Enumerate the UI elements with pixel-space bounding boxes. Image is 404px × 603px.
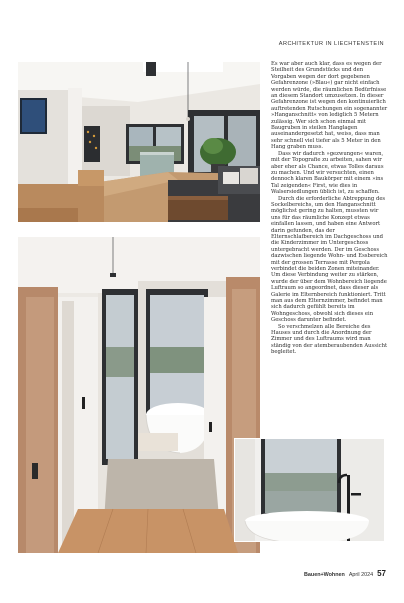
magazine-name: Bauen+Wohnen: [304, 572, 345, 578]
bathtub-illustration: [235, 439, 385, 542]
article-paragraph: So verschmelzen alle Bereiche des Hauses und durch die Anordnung der Zimmer und des Luftraums wird man ständig von der atemberaubenden Aussicht begleitet.: [271, 323, 388, 356]
page-footer: [304, 569, 386, 578]
article-paragraph: Dass wir dadurch »gezwungen« waren, mit der Topografie zu arbeiten, sahen wir aber eher als Chance, etwas Tolles daraus zu machen. Und wir versuchten, einen dennoch klaren Baukörper mit einem »ins Tal zeigenden« First, wie dies in Walsersiedlungen üblich ist, zu schaffen.: [271, 150, 384, 196]
issue-date: April 2024: [348, 572, 374, 578]
page-number: 57: [377, 569, 386, 578]
article-paragraph: Durch die erforderliche Abtreppung des Sockelbereichs, um den Hanganschnitt möglichst gering zu halten, mussten wir uns für das räumliche Konzept etwas einfallen lassen, und haben eine Antwort darin gefunden, das der Elternschlafbereich im Dachgeschoss und die Kinderzimmer im Untergeschoss untergebracht werden. Der im Geschoss dazwischen liegende Wohn- und Essbereich mit der grossen Terrasse mit Pergola verbindet die beiden Zonen miteinander. Um diese Verbindung weiter zu stärken, wurde der über dem Wohnbereich liegende Luftraum so angeordnet, dass dieser als Galerie im Elternbereich funktioniert. Tritt man aus dem Elternzimmer, befindet man sich dadurch gefühlt bereits im Wohngeschoss, obwohl sich dieses ein Geschoss darunter befindet.: [271, 195, 388, 324]
photo-living-room: [18, 62, 260, 222]
photo-bathtub-detail: [234, 438, 385, 542]
living-room-illustration: [18, 62, 260, 222]
section-header: ARCHITEKTUR IN LIECHTENSTEIN: [278, 41, 384, 47]
article-paragraph: Es war aber auch klar, dass es wegen der Steilheit des Grundstücks und den Vorgaben wegen der dort gegebenen Gefahrenzone (»Blau«) gar nicht einfach werden würde, die räumlichen Bedürfnisse an diesem Standort umzusetzen. In dieser Gefahrenzone ist wegen den kontinuierlich auftretenden Rutschungen ein sogenannter »Hanganschnitt« von lediglich 5 Metern zulässig. Wer sich schon einmal mit Baugruben in steilen Hanglagen auseinandergesetzt hat, weiss, dass man sehr schnell viel tiefer als 5 Meter in den Hang graben muss.: [271, 61, 388, 151]
photo-hallway-bathroom: [18, 237, 260, 553]
hallway-illustration: [18, 237, 260, 553]
article-body: [271, 61, 388, 356]
